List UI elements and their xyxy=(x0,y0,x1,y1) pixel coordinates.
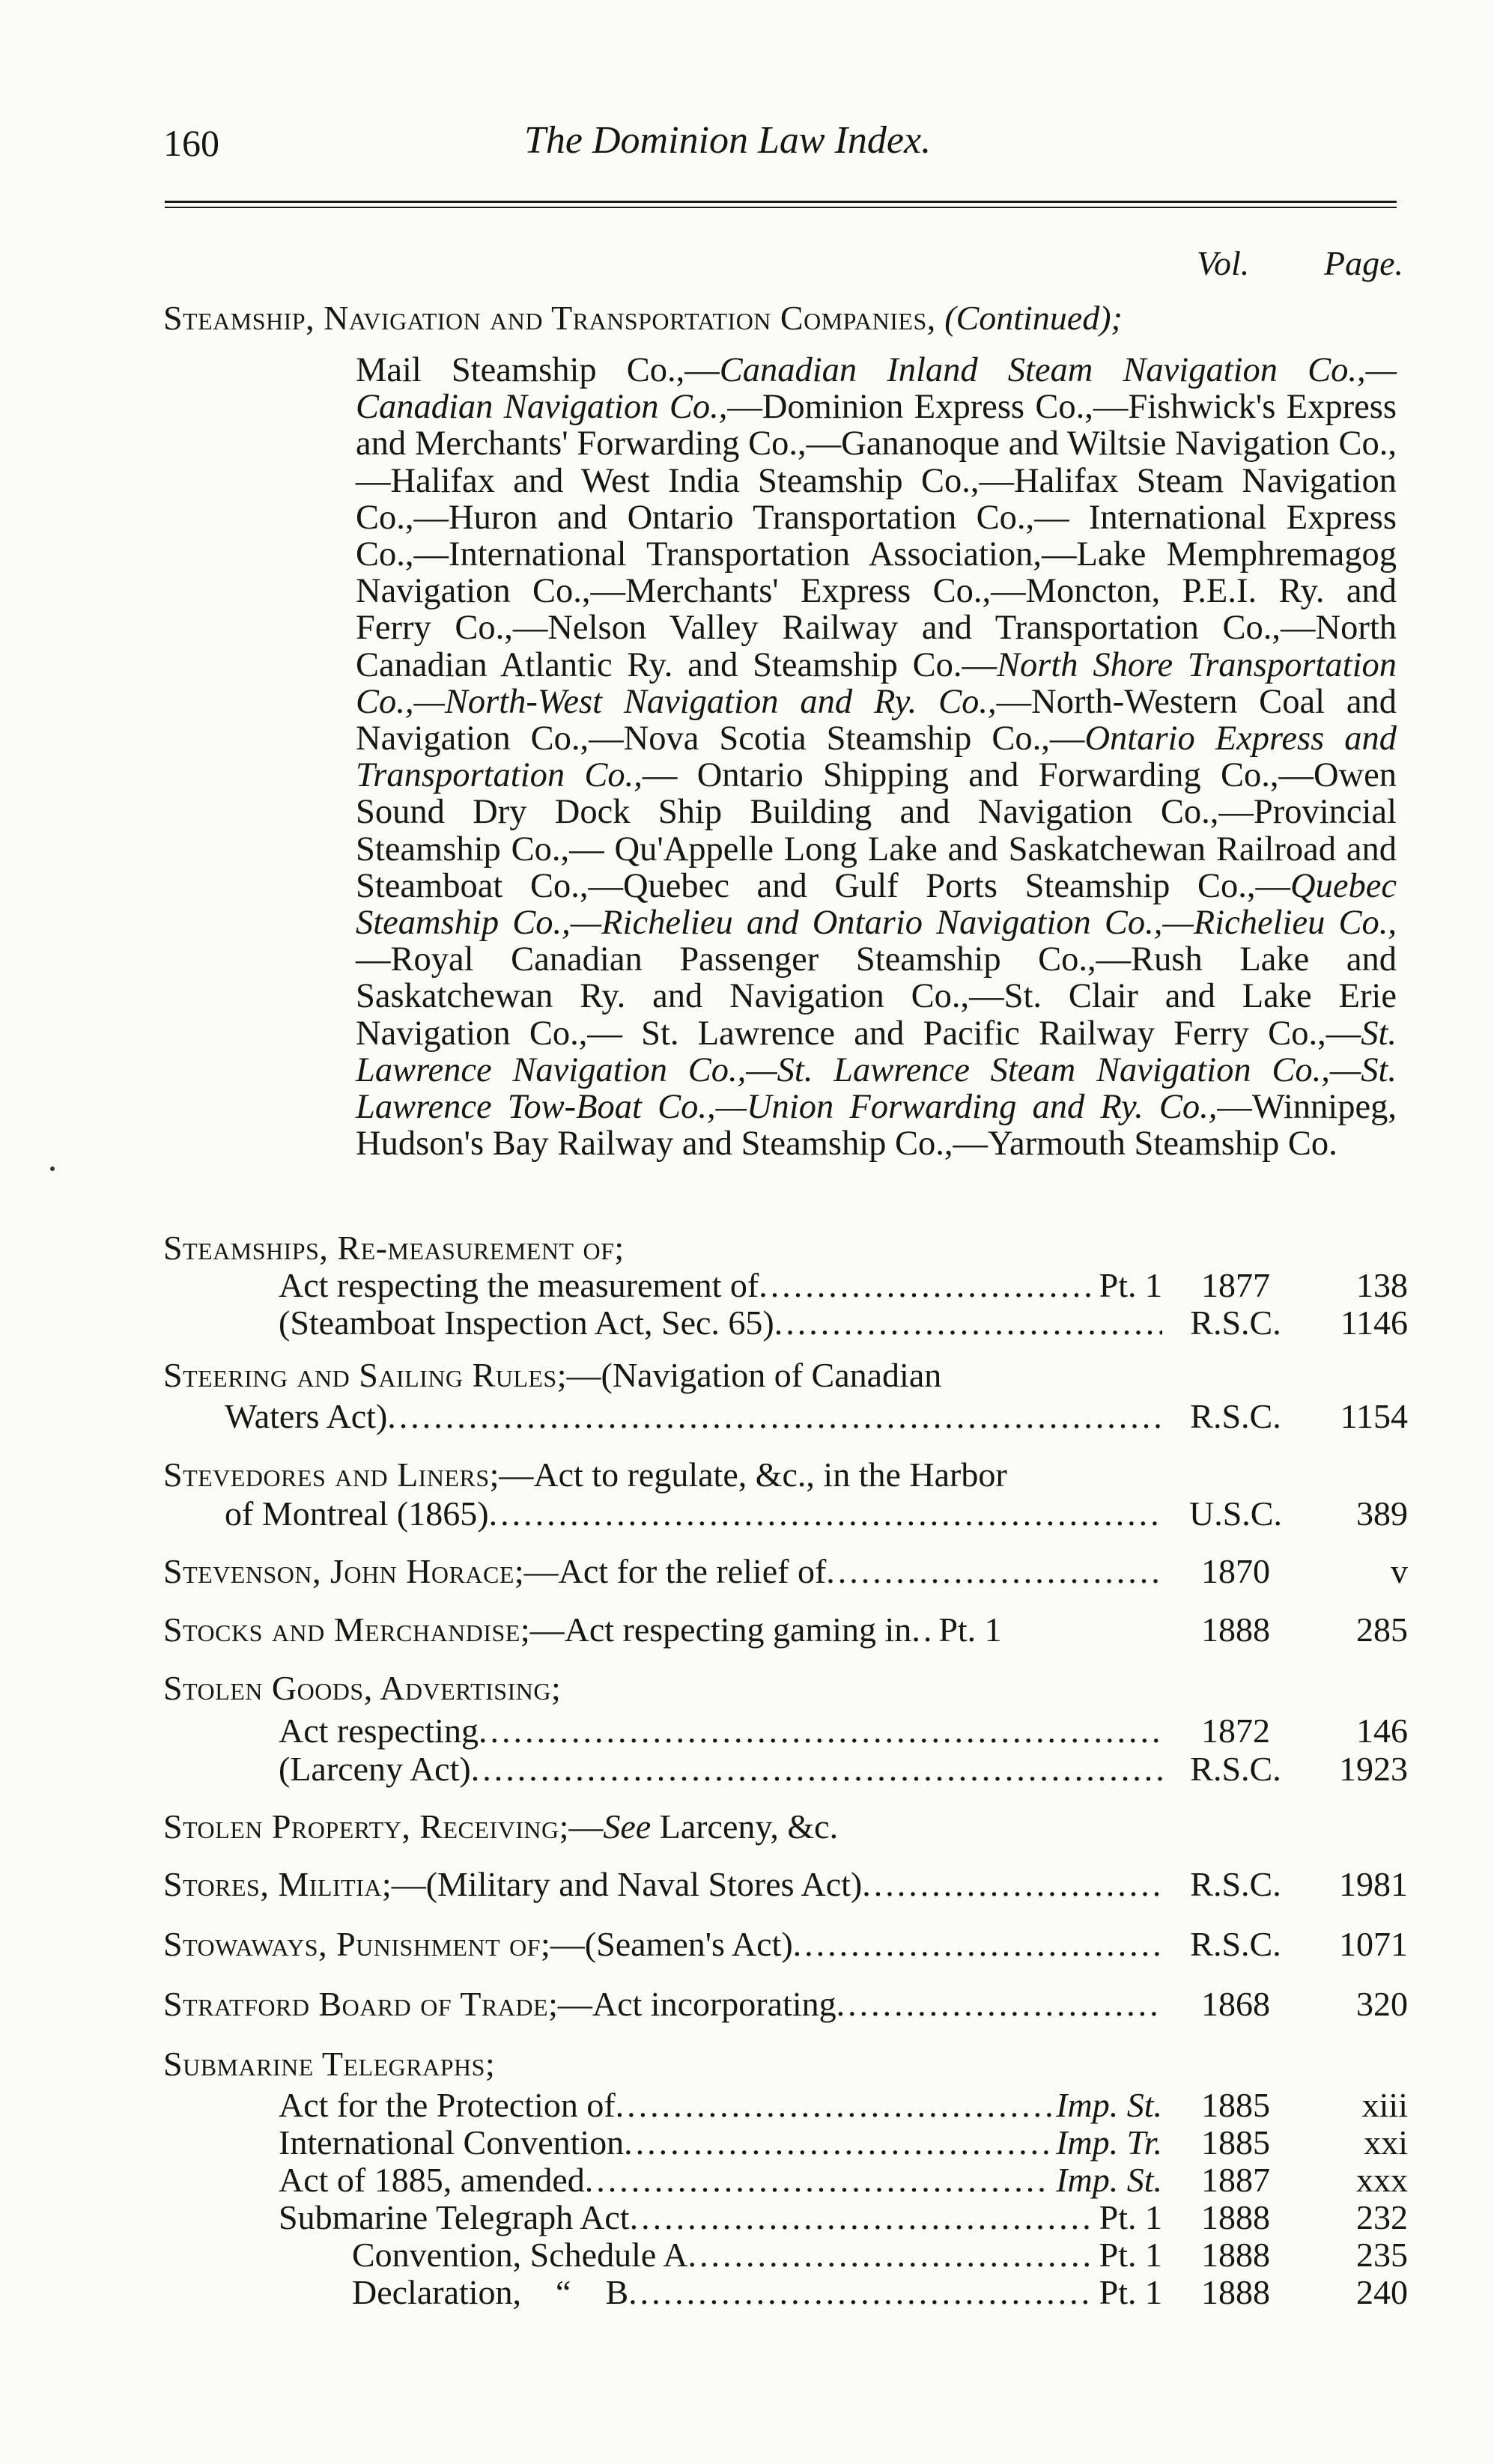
vol-cell: R.S.C. xyxy=(1190,1865,1281,1903)
page-cell: 1981 xyxy=(1339,1865,1408,1903)
line-label: of Montreal (1865) xyxy=(225,1494,489,1533)
index-line xyxy=(279,2123,1162,2162)
page-cell: 1154 xyxy=(1340,1397,1408,1435)
page-cell: 138 xyxy=(1356,1266,1408,1304)
index-line xyxy=(163,1864,1162,1904)
entry-heading: Submarine Telegraphs xyxy=(163,2045,485,2083)
leader-dots xyxy=(911,1610,934,1649)
line-label: (Steamboat Inspection Act, Sec. 65) xyxy=(279,1304,774,1342)
vol-column-header: Vol. xyxy=(1197,244,1250,282)
page-cell: 232 xyxy=(1356,2198,1408,2236)
vol-cell: R.S.C. xyxy=(1190,1925,1281,1963)
index-line xyxy=(225,1494,1162,1533)
leader-dots xyxy=(687,2235,1094,2275)
line-tag: Pt. 1 xyxy=(1099,2236,1162,2274)
index-line xyxy=(352,2272,1162,2312)
line-label: Convention, Schedule A xyxy=(352,2236,688,2274)
page-cell: 235 xyxy=(1356,2236,1408,2274)
entry-suffix: ;—Act to regulate, &c., in the Harbor xyxy=(489,1455,1007,1494)
index-line xyxy=(352,2235,1162,2275)
header-rule xyxy=(165,201,1397,203)
line-label: Act for the Protection of xyxy=(279,2086,616,2124)
page-cell: 146 xyxy=(1356,1712,1408,1750)
index-line xyxy=(279,1303,1162,1342)
line-label: International Convention xyxy=(279,2123,625,2162)
line-label: Act of 1885, amended xyxy=(279,2161,585,2199)
entry-title-submarine xyxy=(163,2044,495,2084)
entry-title-steering xyxy=(163,1355,941,1395)
line-label: Submarine Telegraph Act xyxy=(279,2198,630,2236)
see-reference: See xyxy=(603,1807,652,1846)
leader-dots xyxy=(489,1494,1162,1533)
entry-suffix: ;—(Seamen's Act) xyxy=(541,1925,793,1963)
page-cell: 285 xyxy=(1356,1610,1408,1649)
index-line xyxy=(279,2085,1162,2125)
page-cell: xxx xyxy=(1356,2161,1408,2199)
line-tag: Imp. St. xyxy=(1056,2161,1162,2199)
page-number: 160 xyxy=(163,122,219,164)
entry-heading: Stocks and Merchandise xyxy=(163,1610,520,1649)
continued-note: (Continued); xyxy=(944,299,1123,337)
entry-heading: Steering and Sailing Rules xyxy=(163,1356,557,1394)
line-tag: Imp. St. xyxy=(1056,2086,1162,2124)
leader-dots xyxy=(585,2160,1051,2200)
line-label: Waters Act) xyxy=(225,1397,388,1435)
entry-title-stolen-property xyxy=(163,1807,838,1846)
margin-mark xyxy=(50,1166,55,1171)
entry-title-stolen-goods xyxy=(163,1668,561,1708)
vol-cell: R.S.C. xyxy=(1190,1304,1281,1342)
leader-dots xyxy=(836,1984,1162,2024)
index-line xyxy=(163,1610,1162,1649)
vol-cell: 1888 xyxy=(1201,2273,1270,2311)
page-column-header: Page. xyxy=(1324,244,1404,282)
page-cell: v xyxy=(1391,1552,1408,1590)
vol-cell: 1877 xyxy=(1201,1266,1270,1304)
vol-cell: 1868 xyxy=(1201,1985,1270,2023)
leader-dots xyxy=(862,1864,1162,1904)
entry-heading: Stevenson, John Horace xyxy=(163,1552,514,1590)
entry-suffix: ;—Act incorporating xyxy=(548,1985,836,2023)
index-line xyxy=(279,1265,1162,1305)
vol-cell: 1872 xyxy=(1201,1712,1270,1750)
entry-suffix: ;— xyxy=(559,1807,604,1846)
vol-cell: 1870 xyxy=(1201,1552,1270,1590)
company-list-paragraph: Mail Steamship Co.,—Canadian Inland Steam Navigation Co.,— Canadian Navigation Co.,—Dominion Express Co.,—Fishwick's Express and Merchants' Forwarding Co.,—Gananoque and Wiltsie Navigation Co.,—Halifax and West India Steamship Co.,—Halifax Steam Navigation Co.,—Huron and Ontario Transportation Co.,— International Express Co.,—International Transportation Association,—Lake Memphremagog Navigation Co.,—Merchants' Express Co.,—Moncton, P.E.I. Ry. and Ferry Co.,—Nelson Valley Railway and Transportation Co.,—North Canadian Atlantic Ry. and Steamship Co.—North Shore Transportation Co.,—North-West Navigation and Ry. Co.,—North-Western Coal and Navigation Co.,—Nova Scotia Steamship Co.,—Ontario Express and Transportation Co.,— Ontario Shipping and Forwarding Co.,—Owen Sound Dry Dock Ship Building and Navigation Co.,—Provincial Steamship Co.,— Qu'Appelle Long Lake and Saskatchewan Railroad and Steamboat Co.,—Quebec and Gulf Ports Steamship Co.,—Quebec Steamship Co.,—Richelieu and Ontario Navigation Co.,—Richelieu Co.,—Royal Canadian Passenger Steamship Co.,—Rush Lake and Saskatchewan Ry. and Navigation Co.,—St. Clair and Lake Erie Navigation Co.,— St. Lawrence and Pacific Railway Ferry Co.,—St. Lawrence Navigation Co.,—St. Lawrence Steam Navigation Co.,—St. Lawrence Tow-Boat Co.,—Union Forwarding and Ry. Co.,—Winnipeg, Hudson's Bay Railway and Steamship Co.,—Yarmouth Steamship Co. xyxy=(356,351,1397,1163)
leader-dots xyxy=(630,2197,1095,2237)
vol-cell: R.S.C. xyxy=(1190,1750,1281,1788)
line-tag: Imp. Tr. xyxy=(1056,2123,1162,2162)
header-rule xyxy=(165,207,1397,208)
leader-dots xyxy=(624,2123,1051,2162)
leader-dots xyxy=(479,1711,1162,1750)
vol-cell: 1885 xyxy=(1201,2086,1270,2124)
page-cell: xiii xyxy=(1361,2086,1408,2124)
page-cell: 1146 xyxy=(1340,1304,1408,1342)
entry-heading: Stolen Property, Receiving xyxy=(163,1807,559,1846)
index-line xyxy=(225,1396,1162,1436)
line-tag: Pt. 1 xyxy=(938,1610,1002,1649)
entry-heading: Stevedores and Liners xyxy=(163,1455,490,1494)
line-tag: Pt. 1 xyxy=(1099,2198,1162,2236)
entry-title-steamships xyxy=(163,1228,624,1268)
vol-cell: 1888 xyxy=(1201,2236,1270,2274)
index-line xyxy=(279,1711,1162,1750)
running-title: The Dominion Law Index. xyxy=(524,119,932,162)
vol-cell: 1888 xyxy=(1201,2198,1270,2236)
entry-suffix: ; xyxy=(485,2045,495,2083)
leader-dots xyxy=(616,2085,1052,2125)
index-line xyxy=(279,2160,1162,2200)
page-cell: 1071 xyxy=(1339,1925,1408,1963)
entry-heading: Stores, Militia xyxy=(163,1865,382,1903)
entry-suffix: ;—(Military and Naval Stores Act) xyxy=(381,1865,863,1903)
entry-suffix: ; xyxy=(550,1669,561,1707)
index-line xyxy=(279,2197,1162,2237)
page-cell: 240 xyxy=(1356,2273,1408,2311)
vol-cell: 1888 xyxy=(1201,1610,1270,1649)
entry-heading: Stolen Goods, Advertising xyxy=(163,1669,551,1707)
entry-suffix: ;—Act respecting gaming in xyxy=(520,1610,912,1649)
page-cell: 320 xyxy=(1356,1985,1408,2023)
entry-heading: Stratford Board of Trade xyxy=(163,1985,549,2023)
leader-dots xyxy=(471,1749,1162,1789)
entry-heading: Stowaways, Punishment of xyxy=(163,1925,541,1963)
page-cell: 1923 xyxy=(1339,1750,1408,1788)
line-label: Act respecting xyxy=(279,1712,479,1750)
leader-dots xyxy=(759,1265,1094,1305)
leader-dots xyxy=(387,1396,1162,1436)
entry-suffix: ; xyxy=(614,1229,625,1267)
line-label: Act respecting the measurement of xyxy=(279,1266,759,1304)
entry-title-steamship-companies xyxy=(163,298,1123,338)
line-tag: Pt. 1 xyxy=(1099,2273,1162,2311)
index-line xyxy=(163,1551,1162,1591)
leader-dots xyxy=(826,1551,1162,1591)
leader-dots xyxy=(793,1924,1162,1964)
page-cell: xxi xyxy=(1364,2123,1408,2162)
entry-heading: Steamships, Re-measurement of xyxy=(163,1229,615,1267)
line-label: Declaration, “ B xyxy=(352,2273,629,2311)
cross-reference: Larceny, &c. xyxy=(651,1807,839,1846)
entry-title-stevedores xyxy=(163,1455,1007,1494)
line-tag: Pt. 1 xyxy=(1099,1266,1162,1304)
page-cell: 389 xyxy=(1356,1494,1408,1533)
leader-dots xyxy=(774,1303,1162,1342)
entry-heading: Steamship, Navigation and Transportation Companies, xyxy=(163,299,936,337)
entry-suffix: ;—(Navigation of Canadian xyxy=(556,1356,942,1394)
index-line xyxy=(163,1984,1162,2024)
vol-cell: 1887 xyxy=(1201,2161,1270,2199)
index-line xyxy=(163,1924,1162,1964)
leader-dots xyxy=(628,2272,1094,2312)
index-line xyxy=(279,1749,1162,1789)
vol-cell: R.S.C. xyxy=(1190,1397,1281,1435)
vol-cell: U.S.C. xyxy=(1189,1494,1282,1533)
line-label: (Larceny Act) xyxy=(279,1750,471,1788)
entry-suffix: ;—Act for the relief of xyxy=(514,1552,827,1590)
vol-cell: 1885 xyxy=(1201,2123,1270,2162)
